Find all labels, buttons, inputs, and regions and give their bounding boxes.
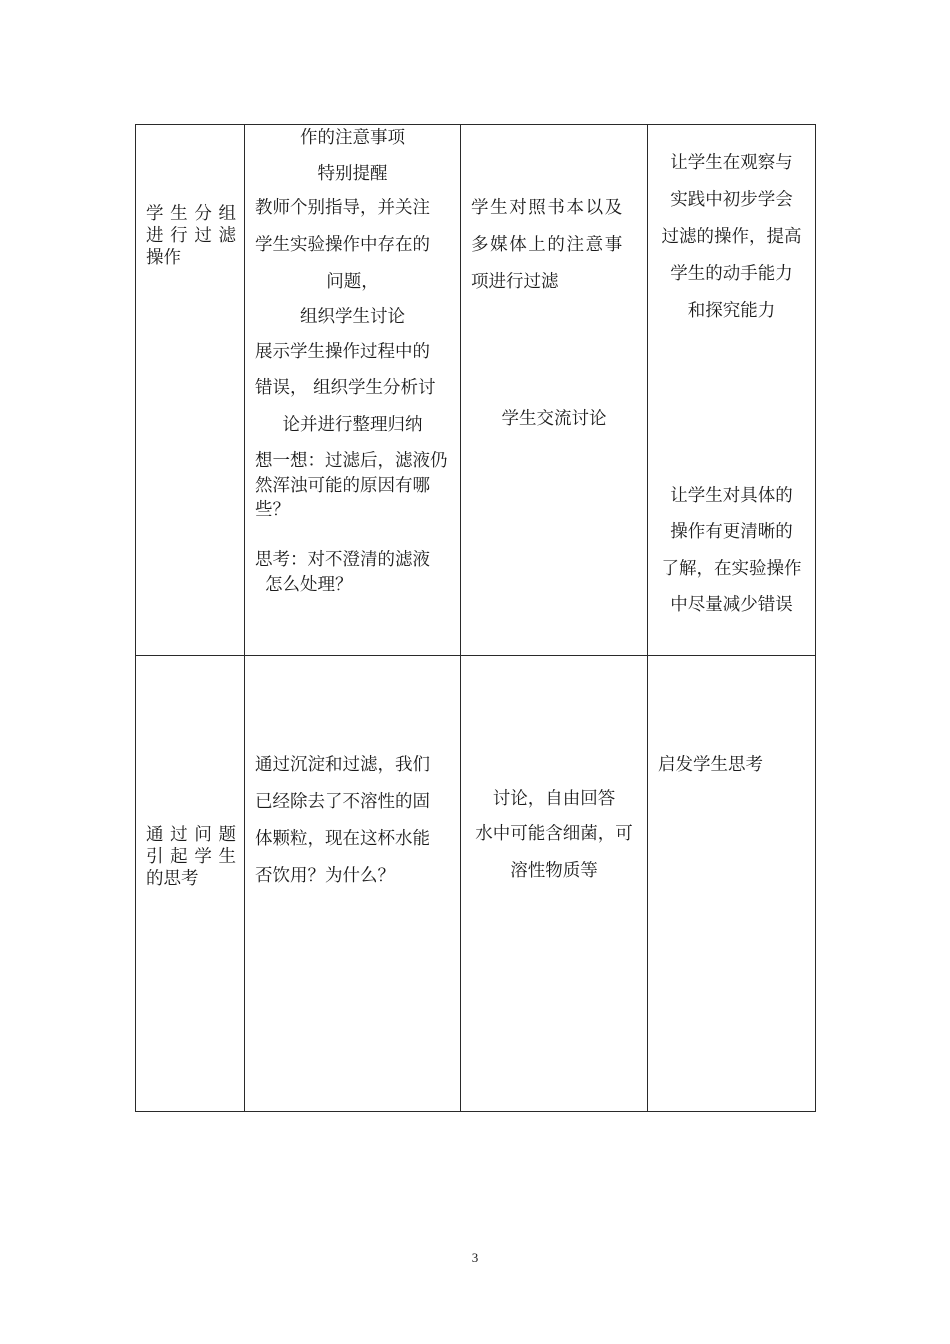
text-line: 教师个别指导，并关注	[255, 198, 430, 218]
stage-text: 通 过 问 题 引 起 学 生 的思考	[146, 825, 236, 889]
text-line: 思考：对不澄清的滤液	[255, 550, 430, 570]
text-line: 作的注意事项	[300, 128, 405, 148]
text-line: 项进行过滤	[471, 272, 559, 292]
teacher-activity-cell	[245, 656, 461, 1112]
text-line: 中尽量减少错误	[670, 595, 793, 615]
text-line: 让学生对具体的	[670, 486, 793, 506]
text-line: 些？	[255, 500, 290, 520]
text-line: 否饮用？为什么？	[255, 866, 395, 886]
text-line: 想一想：过滤后，滤液仍	[255, 451, 448, 471]
text-line: 多媒体上的注意事	[471, 235, 624, 255]
text-line: 让学生在观察与	[670, 153, 793, 173]
text-line: 学生的动手能力	[670, 264, 793, 284]
text-line: 操作有更清晰的	[670, 522, 793, 542]
stage-text: 学 生 分 组 进 行 过 滤 操作	[146, 204, 236, 268]
table-row	[136, 656, 816, 1112]
text-line: 启发学生思考	[658, 755, 763, 775]
text-line: 了解，在实验操作	[661, 559, 802, 579]
teacher-activity-cell	[245, 125, 461, 656]
text-line: 溶性物质等	[510, 861, 598, 881]
text-line: 怎么处理？	[265, 575, 353, 595]
text-line: 和探究能力	[687, 301, 776, 321]
text-line: 组织学生讨论	[300, 307, 405, 327]
text-line: 特别提醒	[317, 164, 388, 184]
design-intent-cell	[648, 125, 816, 656]
text-line: 学生对照书本以及	[471, 198, 624, 218]
stage-cell	[136, 125, 245, 656]
student-activity-cell	[461, 656, 648, 1112]
text-line: 问题，	[326, 272, 379, 292]
lesson-plan-table	[135, 124, 816, 1112]
text-line: 论并进行整理归纳	[282, 415, 423, 435]
student-activity-cell	[461, 125, 648, 656]
text-line: 然浑浊可能的原因有哪	[255, 476, 430, 496]
text-line: 实践中初步学会	[670, 190, 793, 210]
text-line: 展示学生操作过程中的	[255, 342, 430, 362]
stage-cell	[136, 656, 245, 1112]
text-line: 学生实验操作中存在的	[255, 235, 430, 255]
text-line: 通过沉淀和过滤，我们	[255, 755, 430, 775]
table-row	[136, 125, 816, 656]
design-intent-cell	[648, 656, 816, 1112]
text-line: 讨论，自由回答	[492, 789, 616, 809]
text-line: 错误， 组织学生分析讨	[255, 378, 436, 398]
text-line: 体颗粒，现在这杯水能	[255, 829, 430, 849]
text-line: 水中可能含细菌，可	[475, 824, 633, 844]
page-number: 3	[471, 1250, 479, 1265]
text-line: 学生交流讨论	[501, 409, 607, 429]
text-line: 已经除去了不溶性的固	[255, 792, 430, 812]
text-line: 过滤的操作，提高	[661, 227, 802, 247]
